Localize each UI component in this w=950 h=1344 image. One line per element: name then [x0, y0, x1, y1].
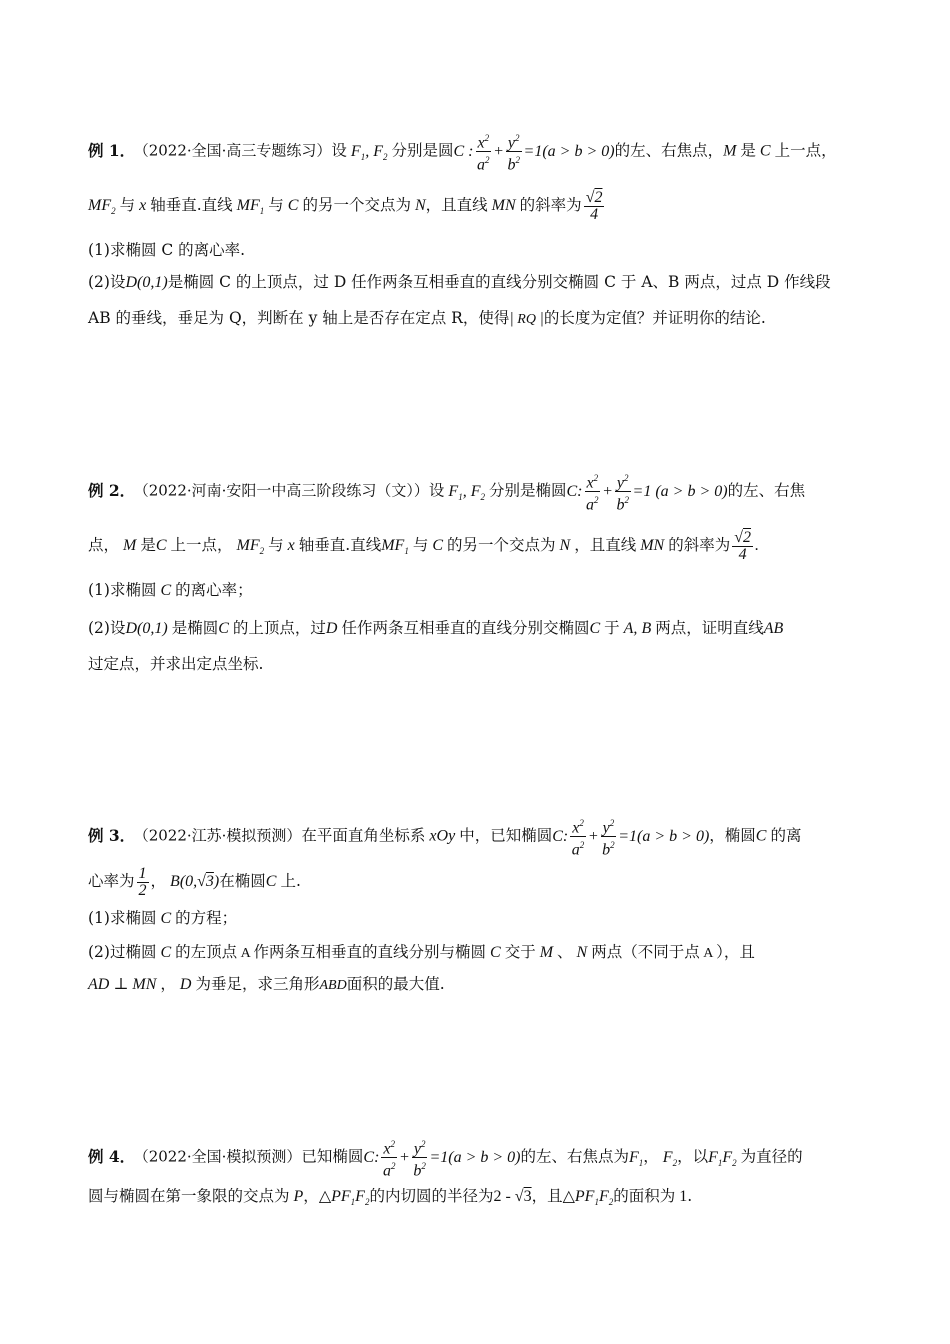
ellipse-equation: C: $\frac{x^2}{a^2}$ + $\frac{y^2}{b^2}$ =1(a > b > 0) [552, 828, 709, 845]
example3-label: 例 3． [88, 825, 136, 845]
example1-question2-line1: (2)设D(0,1)是椭圆 C 的上顶点，过 D 任作两条互相垂直的直线分别交椭圆 C 于 A、B 两点，过点 D 作线段 [88, 273, 831, 291]
example2-line1: 例 2． （2022·河南·安阳一中高三阶段练习（文））设 $F_1$, $F_2$ 分别是椭圆C: $\frac{x^2}{a^2}$ + $\frac{y^2}{b^2}$ =1 (a > b > 0)的左、右焦 [88, 470, 805, 514]
example4-source: （2022·全国·模拟预测） [141, 1147, 302, 1166]
example3-question2-line2: AD ⊥ MN ， D 为垂足，求三角形ABD面积的最大值. [88, 975, 445, 993]
example3-line2: 心率为 $\frac{1}{2}$ ， B(0,√3)在椭圆C 上. [88, 865, 301, 899]
example2-question2-line2: 过定点，并求出定点坐标. [88, 655, 264, 673]
example1-line1: 例 1． （2022·全国·高三专题练习）设 $F_1$, $F_2$ 分别是圆C : $\frac{x^2}{a^2}$ + $\frac{y^2}{b^2}$ =1(a > b > 0)的左、右焦点，M 是 C 上一点， [88, 130, 837, 174]
example2-source: （2022·河南·安阳一中高三阶段练习（文）） [141, 481, 429, 500]
example4-label: 例 4． [88, 1146, 136, 1166]
slope-fraction: $\frac{√2}{4}$ . [734, 529, 760, 563]
example4-line1: 例 4． （2022·全国·模拟预测）已知椭圆C: $\frac{x^2}{a^2}$ + $\frac{y^2}{b^2}$ =1(a > b > 0)的左、右焦点为$F_1$， $F_2$，以$F_1F_2$ 为直径的 [88, 1136, 803, 1180]
example1-question1: (1)求椭圆 C 的离心率. [88, 241, 246, 259]
example1-line2: $MF_2$ 与 x 轴垂直.直线 $MF_1$ 与 C 的另一个交点为 N，且直线 MN 的斜率为 $\frac{√2}{4}$ [88, 190, 606, 223]
slope-fraction: $\frac{√2}{4}$ [585, 189, 603, 223]
example3-question1: (1)求椭圆 C 的方程； [88, 909, 238, 927]
example2-label: 例 2． [88, 480, 136, 500]
example4-line2: 圆与椭圆在第一象限的交点为 P，$\triangle PF_1F_2$的内切圆的半径为2 - √3，且$\triangle PF_1F_2$的面积为 1. [88, 1187, 693, 1208]
example2-question1: (1)求椭圆 C 的离心率； [88, 581, 253, 599]
example2-question2-line1: (2)设D(0,1) 是椭圆C 的上顶点，过D 任作两条互相垂直的直线分别交椭圆C 于 A, B 两点，证明直线AB [88, 619, 784, 637]
ellipse-equation: C : $\frac{x^2}{a^2}$ + $\frac{y^2}{b^2}$ =1(a > b > 0) [454, 143, 615, 160]
example2-line2: 点， M 是C 上一点， $MF_2$ 与 x 轴垂直.直线$MF_1$ 与 C 的另一个交点为 N ，且直线 MN 的斜率为 $\frac{√2}{4}$ . [88, 529, 760, 563]
example3-line1: 例 3． （2022·江苏·模拟预测）在平面直角坐标系 xOy 中，已知椭圆C: $\frac{x^2}{a^2}$ + $\frac{y^2}{b^2}$ =1(a > b > 0)，椭圆C 的离 [88, 815, 801, 859]
example1-source: （2022·全国·高三专题练习） [141, 141, 332, 160]
example3-question2-line1: (2)过椭圆 C 的左顶点 A 作两条互相垂直的直线分别与椭圆 C 交于 M 、 N 两点（不同于点 A ），且 [88, 943, 755, 961]
ellipse-equation: C: $\frac{x^2}{a^2}$ + $\frac{y^2}{b^2}$ =1 (a > b > 0) [567, 483, 728, 500]
example1-question2-line2: AB 的垂线，垂足为 Q，判断在 y 轴上是否存在定点 R，使得| RQ |的长度为定值？并证明你的结论. [88, 309, 766, 327]
ellipse-equation: C: $\frac{x^2}{a^2}$ + $\frac{y^2}{b^2}$ =1(a > b > 0) [363, 1149, 520, 1166]
example1-label: 例 1． [88, 140, 136, 160]
example3-source: （2022·江苏·模拟预测） [141, 826, 302, 845]
eccentricity-fraction: $\frac{1}{2}$ [138, 865, 147, 899]
